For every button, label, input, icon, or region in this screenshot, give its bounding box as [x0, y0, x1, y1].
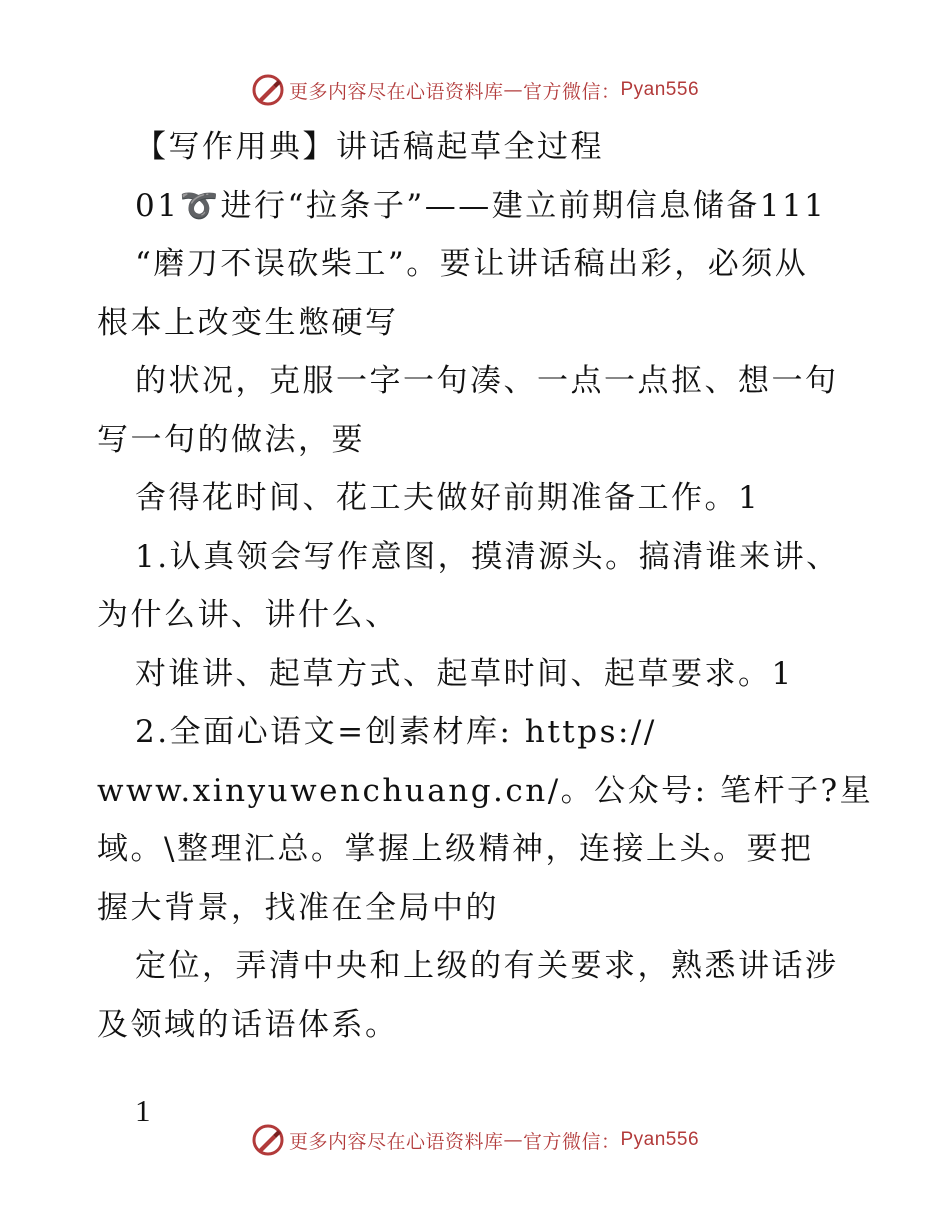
footer-watermark [0, 1122, 950, 1158]
watermark-id: Pyan556 [620, 1129, 700, 1150]
paragraph-line: 对谁讲、起草方式、起草时间、起草要求。1 [135, 655, 794, 692]
paragraph-line: 及领域的话语体系。 [97, 1006, 399, 1043]
paragraph-line: 定位，弄清中央和上级的有关要求，熟悉讲话涉 [135, 948, 839, 984]
watermark-dash: — [503, 79, 523, 101]
document-body [97, 118, 874, 1141]
pen-logo-icon [251, 73, 285, 107]
paragraph-line: 1.认真领会写作意图，摸清源头。搞清谁来讲、 [135, 538, 840, 575]
paragraph-line: “磨刀不误砍柴工”。要让讲话稿出彩，必须从 [135, 246, 809, 282]
watermark-sub-text: 官方微信： [522, 80, 621, 103]
paragraph-line: 为什么讲、讲什么、 [97, 597, 399, 633]
title-line: 【写作用典】讲话稿起草全过程 [135, 129, 604, 165]
page-number: 1 [135, 1093, 151, 1128]
paragraph-line: 舍得花时间、花工夫做好前期准备工作。1 [135, 480, 761, 516]
paragraph-line: 2.全面心语文=创素材库: https:// [135, 714, 657, 750]
watermark-id: Pyan556 [620, 79, 700, 100]
paragraph-line: 的状况，克服一字一句凑、一点一点抠、想一句 [135, 363, 839, 399]
paragraph-line: 写一句的做法，要 [97, 421, 365, 458]
paragraph-line: www.xinyuwenchuang.cn/。公众号: 笔杆子?星 [97, 772, 874, 809]
watermark-main-text: 更多内容尽在心语资料库 [288, 80, 504, 103]
paragraph-line: 根本上改变生憋硬写 [97, 304, 399, 341]
header-watermark [0, 72, 950, 108]
paragraph-line: 握大背景，找准在全局中的 [97, 889, 499, 926]
paragraph-line: 01➰进行“拉条子”——建立前期信息储备111 [135, 187, 827, 224]
watermark-dash: — [503, 1129, 523, 1151]
pen-logo-icon [251, 1123, 285, 1157]
watermark-main-text: 更多内容尽在心语资料库 [288, 1130, 504, 1153]
paragraph-line: 域。\整理汇总。掌握上级精神，连接上头。要把 [97, 831, 814, 867]
watermark-sub-text: 官方微信： [522, 1130, 621, 1153]
